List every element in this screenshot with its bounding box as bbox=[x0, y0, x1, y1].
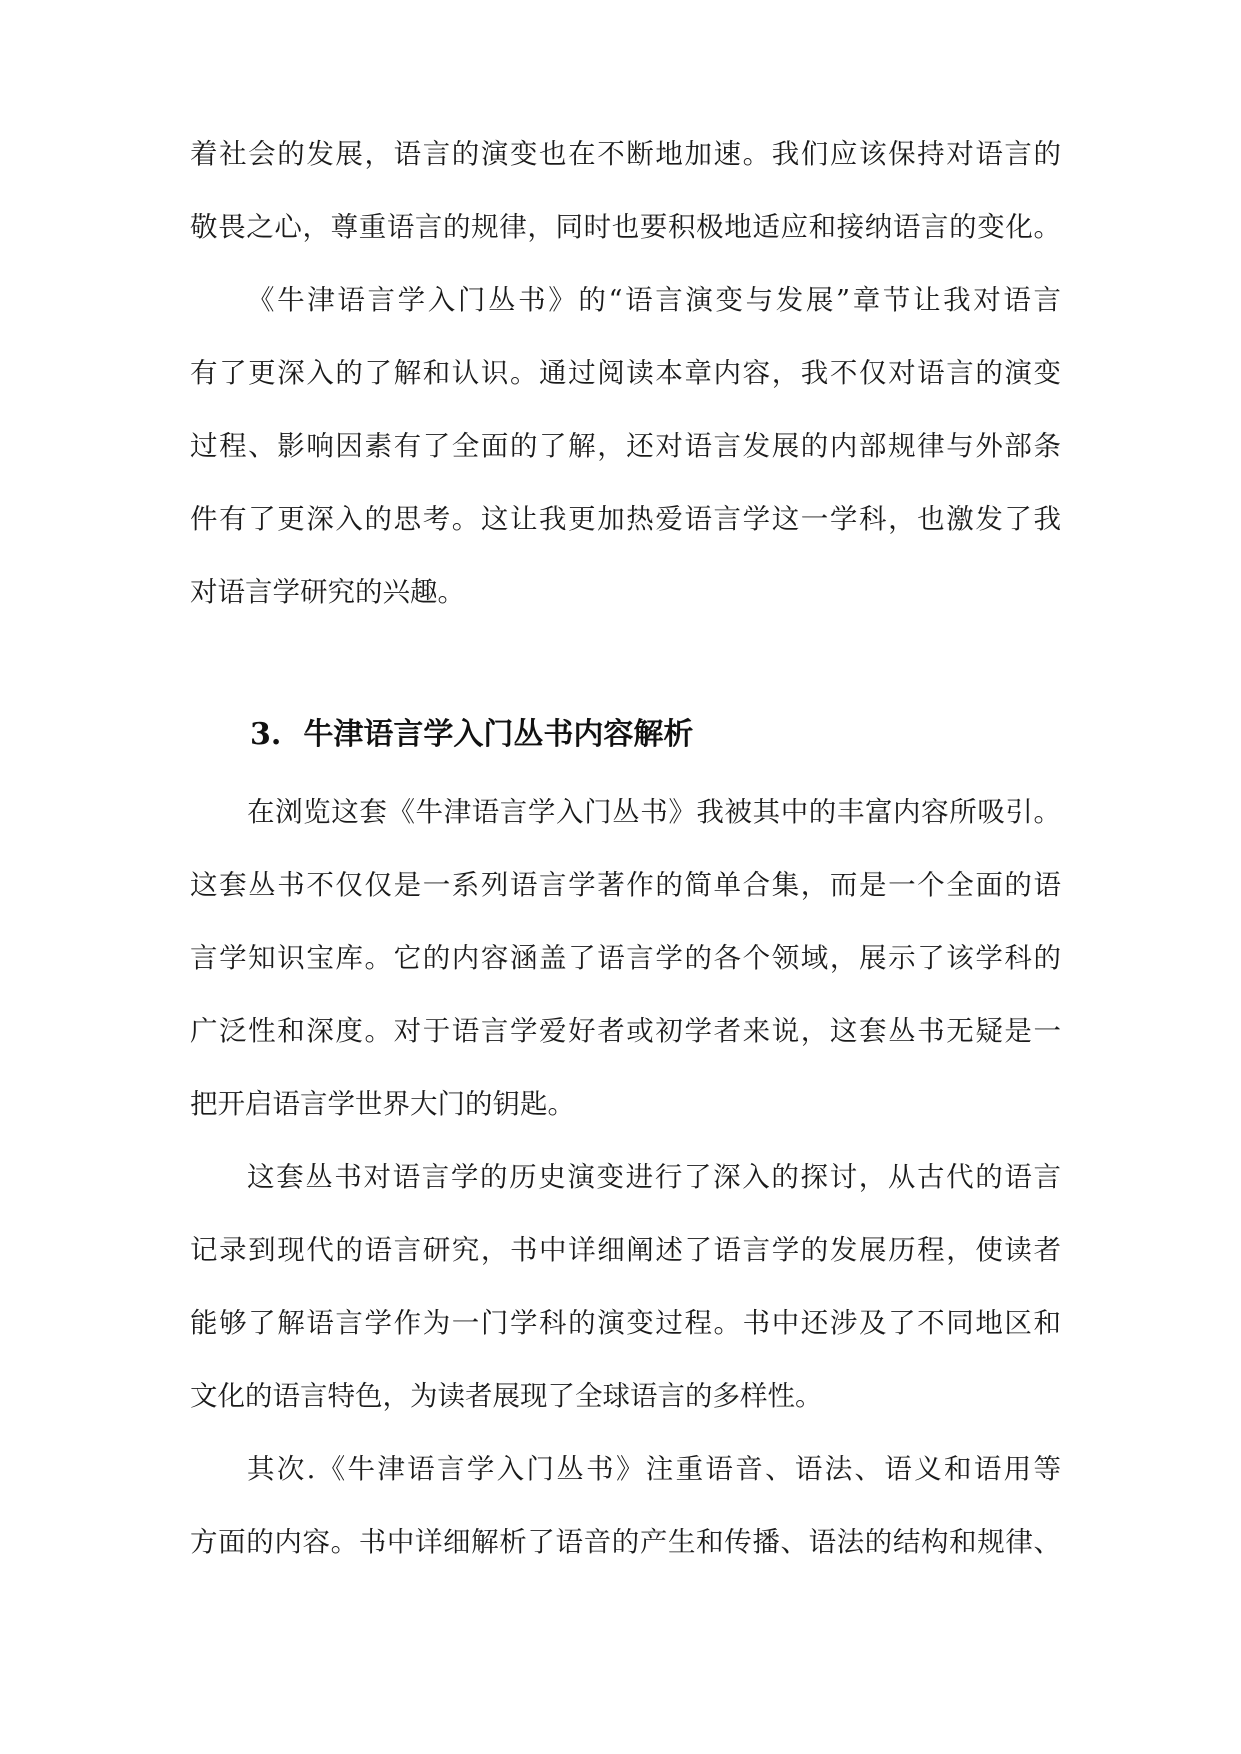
paragraph-line: 过程、影响因素有了全面的了解，还对语言发展的内部规律与外部条 bbox=[190, 430, 1061, 462]
paragraph-line: 对语言学研究的兴趣。 bbox=[190, 576, 465, 608]
paragraph-line: 这套丛书对语言学的历史演变进行了深入的探讨，从古代的语言 bbox=[247, 1161, 1061, 1193]
paragraph-line: 记录到现代的语言研究，书中详细阐述了语言学的发展历程，使读者 bbox=[190, 1234, 1061, 1266]
paragraph-line: 其次.《牛津语言学入门丛书》注重语音、语法、语义和语用等 bbox=[247, 1453, 1061, 1485]
paragraph-line: 广泛性和深度。对于语言学爱好者或初学者来说，这套丛书无疑是一 bbox=[190, 1015, 1061, 1047]
paragraph-line: 着社会的发展，语言的演变也在不断地加速。我们应该保持对语言的 bbox=[190, 138, 1061, 170]
paragraph-line: 敬畏之心，尊重语言的规律，同时也要积极地适应和接纳语言的变化。 bbox=[190, 211, 1061, 243]
paragraph-line: 有了更深入的了解和认识。通过阅读本章内容，我不仅对语言的演变 bbox=[190, 357, 1061, 389]
paragraph-line: 件有了更深入的思考。这让我更加热爱语言学这一学科，也激发了我 bbox=[190, 503, 1061, 535]
section-number: 3. bbox=[250, 717, 282, 752]
paragraph-line: 能够了解语言学作为一门学科的演变过程。书中还涉及了不同地区和 bbox=[190, 1307, 1061, 1339]
paragraph-line: 言学知识宝库。它的内容涵盖了语言学的各个领域，展示了该学科的 bbox=[190, 942, 1061, 974]
paragraph-line: 方面的内容。书中详细解析了语音的产生和传播、语法的结构和规律、 bbox=[190, 1526, 1061, 1558]
paragraph-line: 《牛津语言学入门丛书》的“语言演变与发展”章节让我对语言 bbox=[247, 284, 1061, 316]
section-title: 牛津语言学入门丛书内容解析 bbox=[303, 717, 694, 752]
paragraph-line: 把开启语言学世界大门的钥匙。 bbox=[190, 1088, 575, 1120]
paragraph-line: 文化的语言特色，为读者展现了全球语言的多样性。 bbox=[190, 1380, 823, 1412]
paragraph-line: 这套丛书不仅仅是一系列语言学著作的简单合集，而是一个全面的语 bbox=[190, 869, 1061, 901]
paragraph-line: 在浏览这套《牛津语言学入门丛书》我被其中的丰富内容所吸引。 bbox=[247, 796, 1061, 828]
section-heading bbox=[250, 715, 693, 755]
